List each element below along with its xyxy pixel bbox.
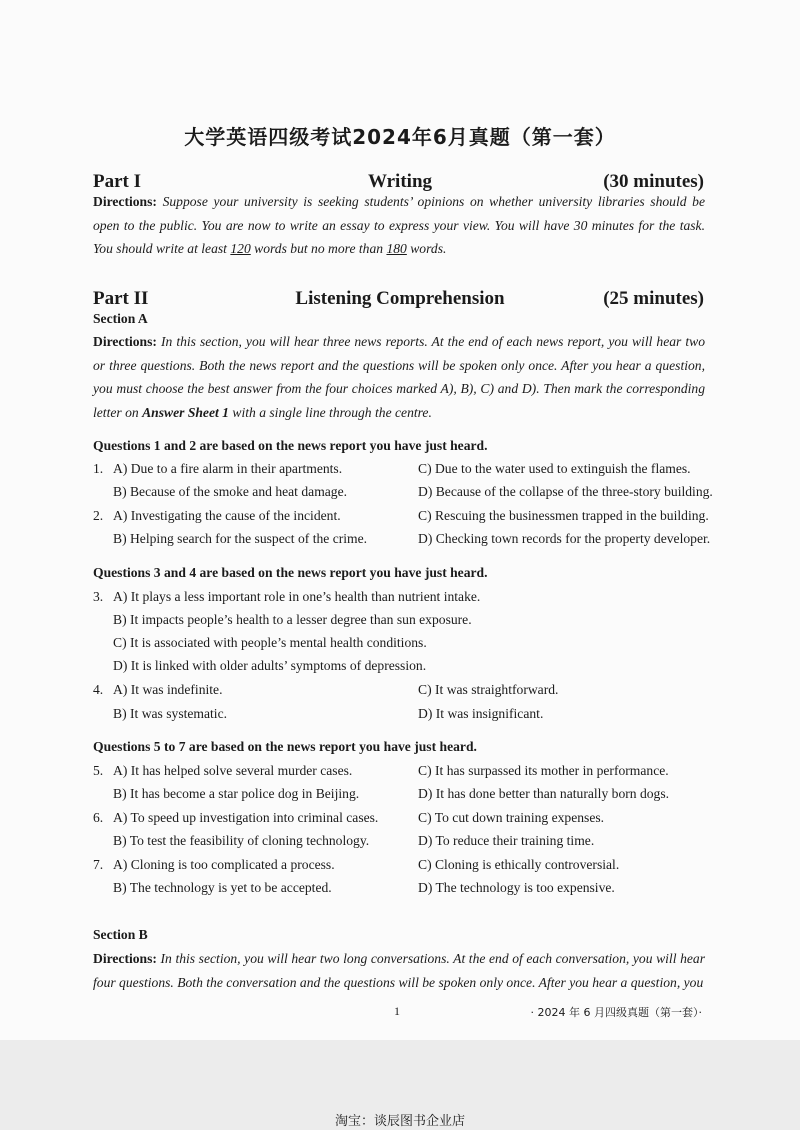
directions-line: In this section, you will hear three news reports. At the end of each news report, you will hear two or [93,334,705,373]
option-a: A) Due to a fire alarm in their apartments. [113,461,343,476]
page-number: 1 [394,1004,400,1018]
directions-line: four questions. Both the conversation and the questions will be spoken only once. After you hear a question, you [93,974,704,990]
question-number: 6. [93,810,104,825]
question-number: 2. [93,508,104,523]
directions-line: least [201,241,231,256]
option-b: B) To test the feasibility of cloning technology. [113,833,370,848]
part1-name: Writing [367,171,433,192]
section-a-heading: Section A [93,311,148,326]
option-d: D) It was insignificant. [418,706,544,721]
option-a: A) It plays a less important role in one’s health than nutrient intake. [113,589,481,604]
option-a: A) It has helped solve several murder cases. [113,763,353,778]
option-a: A) It was indefinite. [113,682,223,697]
option-c: C) Due to the water used to extinguish the flames. [418,461,691,476]
option-c: C) To cut down training expenses. [418,810,605,825]
question-group-heading: Questions 5 to 7 are based on the news report you have just heard. [93,739,477,754]
question-number: 4. [93,682,104,697]
section-b-heading: Section B [93,927,148,942]
question-group-heading: Questions 1 and 2 are based on the news report you have just heard. [93,438,488,453]
part2-time: (25 minutes) [603,288,704,309]
part1-label: Part I [93,171,142,192]
option-b: B) Helping search for the suspect of the crime. [113,531,368,546]
option-b: B) It was systematic. [113,706,228,721]
option-a: A) Cloning is too complicated a process. [113,857,335,872]
option-a: A) To speed up investigation into criminal cases. [113,810,379,825]
directions-label: Directions: [93,951,157,966]
part2-directions [93,330,705,424]
question-group-heading: Questions 3 and 4 are based on the news report you have just heard. [93,565,488,580]
directions-line: words. [406,241,447,256]
directions-line: In this section, you will hear two long conversations. At the end of each conversation, you will hear [160,951,705,966]
question-number: 5. [93,763,104,778]
option-c: C) It is associated with people’s mental health conditions. [113,635,427,650]
directions-line: with a single line through the centre. [228,404,432,420]
option-b: B) It has become a star police dog in Beijing. [113,786,360,801]
question-number: 3. [93,589,104,604]
question-number: 1. [93,461,104,476]
directions-label: Directions: [93,334,157,349]
option-d: D) It is linked with older adults’ symptoms of depression. [113,658,427,673]
part2-label: Part II [93,288,149,309]
directions-line: on [125,404,143,420]
running-title: · 2024 年 6 月四级真题（第一套）· [530,1006,702,1019]
option-c: C) It has surpassed its mother in performance. [418,763,669,778]
option-d: D) Checking town records for the property developer. [418,531,711,546]
option-d: D) Because of the collapse of the three-story building. [418,484,713,499]
directions-line: three questions. Both the news report and the questions will be spoken only once. After you hear a question, you [93,357,705,396]
option-a: A) Investigating the cause of the incident. [113,508,341,523]
page-title: 大学英语四级考试2024年6月真题（第一套） [184,125,616,149]
option-d: D) The technology is too expensive. [418,880,615,895]
option-b: B) It impacts people’s health to a lesser degree than sun exposure. [113,612,472,627]
option-d: D) To reduce their training time. [418,833,595,848]
shop-caption: 淘宝：谈辰图书企业店 [334,1114,465,1129]
directions-line: words but no more than [250,241,387,256]
part2-name: Listening Comprehension [295,288,505,309]
section-b-directions [93,947,705,994]
option-c: C) Rescuing the businessmen trapped in the building. [418,508,709,523]
directions-line: public. You are now to write an essay to express your view. You will have 30 minutes for the task. You should write at [93,217,705,256]
min-words: 120 [230,241,251,256]
directions-line: must choose the best answer from the four choices marked A), B), C) and D). Then mark the corresponding letter [93,381,706,420]
option-c: C) Cloning is ethically controversial. [418,857,620,872]
option-c: C) It was straightforward. [418,682,559,697]
directions-line: Suppose your university is seeking students’ opinions on whether university libraries should be open to the [93,194,705,233]
part1-directions [93,190,705,261]
answer-sheet: Answer Sheet 1 [142,404,229,420]
option-b: B) Because of the smoke and heat damage. [113,484,348,499]
part1-time: (30 minutes) [603,171,704,192]
question-number: 7. [93,857,104,872]
option-d: D) It has done better than naturally born dogs. [418,786,670,801]
directions-label: Directions: [93,194,157,209]
max-words: 180 [386,241,407,256]
option-b: B) The technology is yet to be accepted. [113,880,332,895]
